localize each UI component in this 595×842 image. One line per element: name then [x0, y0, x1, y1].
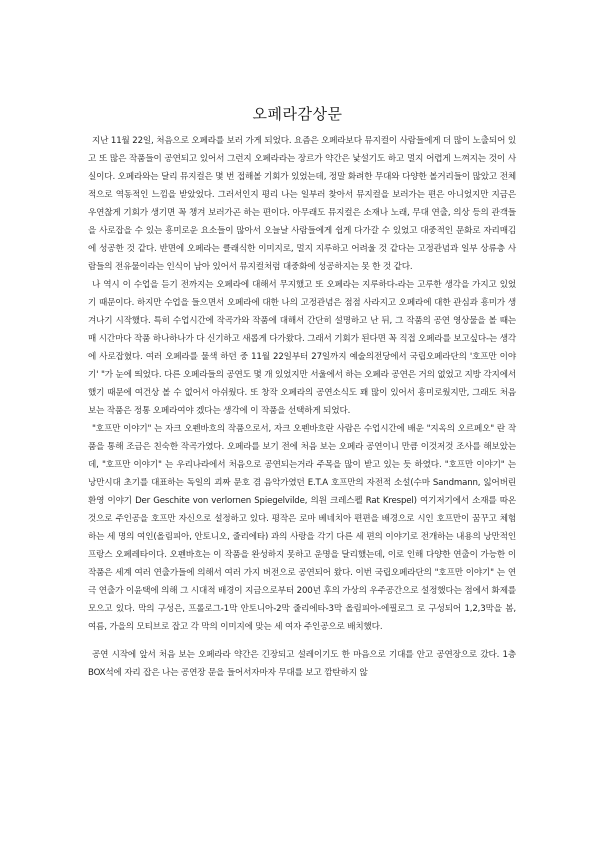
paragraph-1: 지난 11월 22일, 처음으로 오페라를 보러 가게 되었다. 요즘은 오페라보다 뮤지컬이 사람들에게 더 많이 노출되어 있고 또 많은 작품들이 공연되고 있어서 그런지 오페라라는 장르가 약간은 낯설기도 하고 멀지 어렵게 느껴지는 것이 사실이다. 오페라와는 달리 뮤지컬은 몇 번 접해볼 기회가 있었는데, 정말 화려한 무대와 다양한 볼거리들이 많았고 전체적으로 역동적인 느낌을 받았었다. 그러서인지 평리 나는 일부러 찾아서 뮤지컬을 보러가는 편은 아니었지만 지금은 우연찮게 기회가 생기면 꼭 챙겨 보러가곤 하는 편이다. 아무래도 뮤지컬은 소재나 노래, 무대 연출, 의상 등의 관객들을 사로잡을 수 있는 흥미로운 요소들이 많아서 오늘날 사람들에게 쉽게 다가갈 수 있었고 대중적인 문화로 자리매김에 성공한 것 같다. 반면에 오페라는 클래식한 이미지로, 멀지 지루하고 어려울 것 같다는 고정관념과 일부 상류층 사람들의 전유물이라는 인식이 남아 있어서 뮤지컬처럼 대중화에 성공하지는 못 한 것 같다.: [88, 136, 516, 272]
document-body: [88, 132, 516, 682]
paragraph-2: 나 역시 이 수업을 듣기 전까지는 오페라에 대해서 무지했고 또 오페라는 지루하다-라는 고루한 생각을 가지고 있었기 때문이다. 하지만 수업을 들으면서 오페라에 대한 나의 고정관념은 점점 사라지고 오페라에 대한 관심과 흥미가 생겨나기 시작했다. 특히 수업시간에 작곡가와 작품에 대해서 간단히 설명하고 난 뒤, 그 작품의 공연 영상물을 볼 때는 매 시간마다 작품 하나하나가 다 신기하고 새롭게 다가왔다. 그래서 기회가 된다면 꼭 직접 오페라를 보고싶다-는 생각에 사로잡혔다. 여러 오페라를 물색 하던 중 11월 22일부터 27일까지 예술의전당에서 국립오페라단의 '호프만 이야기' "가 눈에 띄었다. 다른 오페라들의 공연도 몇 개 있었지만 서울에서 하는 오페라 공연은 거의 없었고 지방 각지에서 했기 때문에 여건상 볼 수 없어서 아쉬웠다. 또 창작 오페라의 공연소식도 꽤 많이 있어서 흥미로웠지만, 그래도 처음 보는 작품은 정통 오페라여야 겠다는 생각에 이 작품을 선택하게 되었다.: [88, 280, 516, 416]
paragraph-3: "호프만 이야기" 는 자크 오펜바흐의 작품으로서, 자크 오펜바흐란 사람은 수업시간에 배운 "지옥의 오르페오" 란 작품을 통해 조금은 친숙한 작곡가였다. 오페라를 보기 전에 처음 보는 오페라 공연이니 만큼 이것저것 조사를 해보았는데, "호프만 이야기" 는 우리나라에서 처음으로 공연되는거라 주목을 많이 받고 있는 듯 하였다. "호프만 이야기" 는 낭만시대 초기를 대표하는 독일의 괴짜 문호 겸 음악가였던 E.T.A 호프만의 자전적 소설(수마 Sandmann, 잃어버린 환영 이야기 Der Geschite von verlornen Spiegelvilde, 의원 크레스펠 Rat Krespel) 여기저기에서 소재를 따온 것으로 주인공을 호프만 자신으로 설정하고 있다. 평작은 로마 베네치아 편편을 배경으로 시인 호프만이 꿈꾸고 체험하는 세 명의 여인(올림피아, 안토니오, 줄리에타) 과의 사랑을 각기 다른 세 편의 이야기로 전개하는 내용의 낭만적인 프랑스 오페레타이다. 오펜바흐는 이 작품을 완성하지 못하고 운명을 달리했는데, 이로 인해 다양한 연출이 가능한 이 작품은 세계 여러 연출가들에 의해서 여러 가지 버전으로 공연되어 왔다. 이번 국립오페라단의 "호프만 이야기" 는 연극 연출가 이윤택에 의해 그 시대적 배경이 지금으로부터 200년 후의 가상의 우주공간으로 설정했다는 점에서 화제를 모으고 있다. 막의 구성은, 프롤로그-1막 안토니아-2막 줄리에타-3막 올림피아-에필로그 로 구성되어 1,2,3막을 봄, 여름, 가을의 모티브로 잡고 각 막의 이미지에 맞는 세 여자 주인공으로 배치했다.: [88, 424, 516, 632]
paragraph-4: 공연 시작에 앞서 처음 보는 오페라라 약간은 긴장되고 설레이기도 한 마음으로 기대를 안고 공연장으로 갔다. 1층 BOX석에 자리 잡은 나는 공연장 문을 들어서자마자 무대를 보고 깜탄하지 않: [88, 650, 516, 678]
document-title: 오페라감상문: [252, 105, 343, 124]
